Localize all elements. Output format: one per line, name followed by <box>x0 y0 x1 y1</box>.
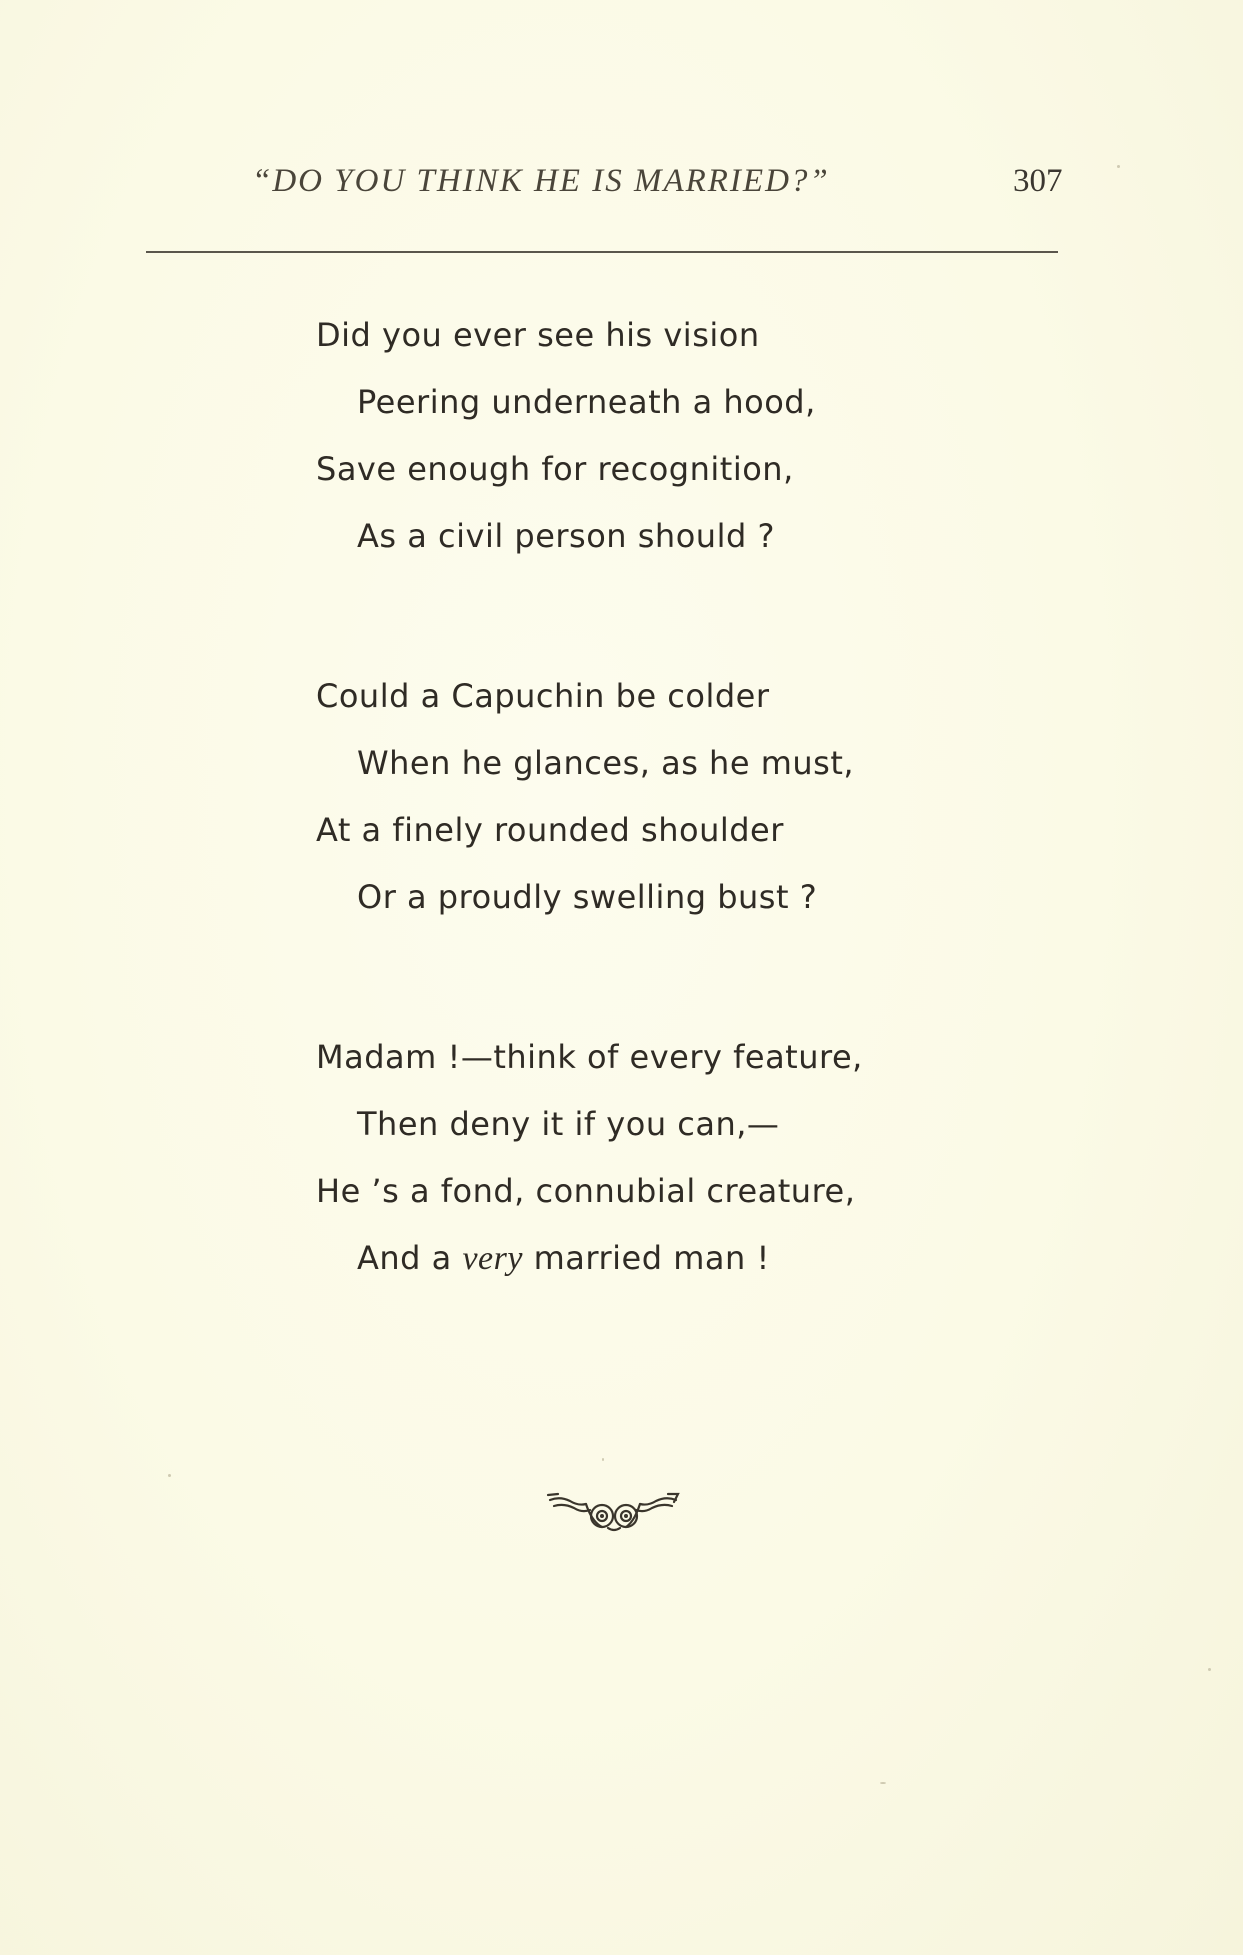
poem <box>316 302 1076 1385</box>
stanza-3 <box>316 1024 1076 1292</box>
poem-line: Did you ever see his vision <box>316 316 760 354</box>
stanza-2 <box>316 663 1076 931</box>
poem-line: Then deny it if you can,— <box>357 1105 780 1143</box>
header-rule <box>146 251 1058 253</box>
paper-speck <box>168 1474 171 1477</box>
poem-line-final <box>316 1225 1076 1292</box>
poem-line: Madam !—think of every feature, <box>316 1038 863 1076</box>
emphasis-word: very <box>462 1240 523 1277</box>
page-number: 307 <box>1013 163 1063 199</box>
final-line-end: married man ! <box>522 1239 770 1277</box>
poem-line: Save enough for recognition, <box>316 450 794 488</box>
poem-line: Or a proudly swelling bust ? <box>357 878 818 916</box>
final-line-start: And a <box>357 1239 463 1277</box>
paper-speck <box>1117 165 1120 168</box>
paper-speck <box>1208 1668 1211 1671</box>
paper-speck <box>880 1782 886 1784</box>
poem-line: He ’s a fond, connubial creature, <box>316 1172 856 1210</box>
poem-line: At a finely rounded shoulder <box>316 811 784 849</box>
poem-line: When he glances, as he must, <box>357 744 855 782</box>
scroll-tailpiece-icon <box>546 1492 680 1534</box>
stanza-1 <box>316 302 1076 570</box>
running-title: “DO YOU THINK HE IS MARRIED?” <box>252 163 830 199</box>
poem-line: Peering underneath a hood, <box>357 383 816 421</box>
poem-line: Could a Capuchin be colder <box>316 677 770 715</box>
poem-line: As a civil person should ? <box>357 517 775 555</box>
paper-speck <box>602 1458 604 1461</box>
